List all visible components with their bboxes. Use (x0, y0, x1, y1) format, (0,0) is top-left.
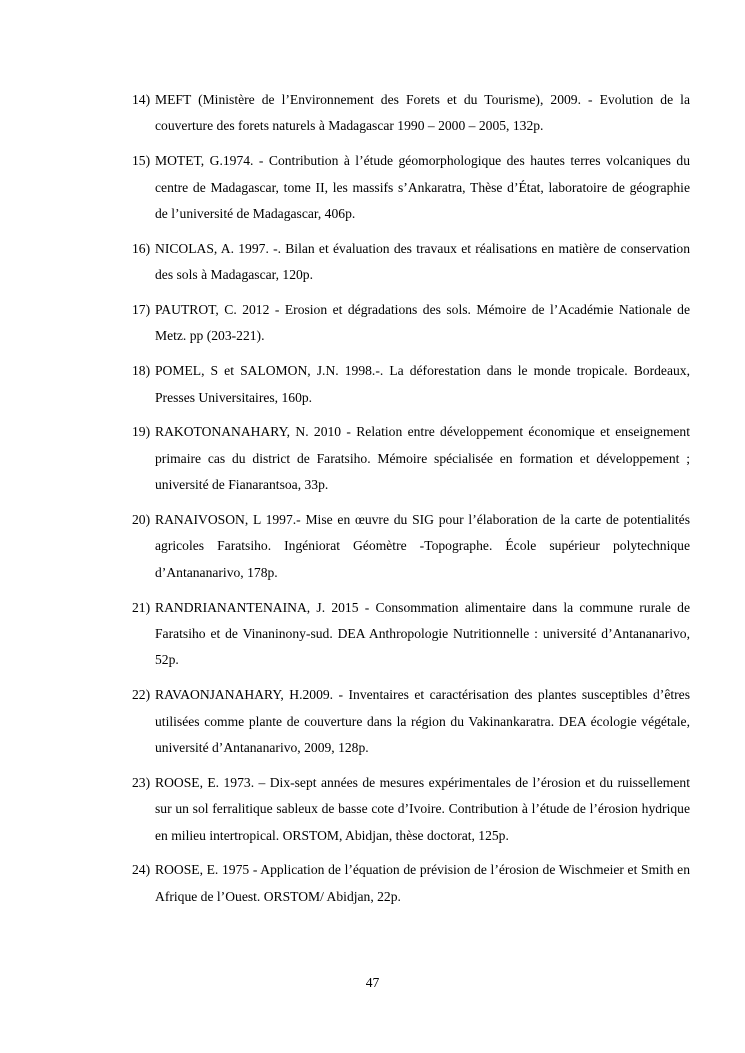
reference-item (132, 507, 690, 586)
reference-item (132, 419, 690, 498)
reference-text: MOTET, G.1974. - Contribution à l’étude géomorphologique des hautes terres volcaniques du centre de Madagascar, tome II, les massifs s’Ankaratra, Thèse d’État, laboratoire de géographie de l’université de Madagascar, 406p. (155, 153, 690, 222)
reference-item (132, 770, 690, 849)
reference-number: 18) (132, 363, 151, 379)
reference-number: 23) (132, 774, 151, 790)
reference-text: NICOLAS, A. 1997. -. Bilan et évaluation des travaux et réalisations en matière de conservation des sols à Madagascar, 120p. (155, 240, 690, 283)
reference-item (132, 236, 690, 289)
reference-number: 19) (132, 424, 151, 440)
reference-number: 24) (132, 862, 151, 878)
reference-number: 22) (132, 687, 151, 703)
reference-number: 16) (132, 240, 151, 256)
page-number: 47 (365, 975, 380, 990)
reference-number: 15) (132, 153, 151, 169)
reference-item (132, 595, 690, 674)
reference-text: RANAIVOSON, L 1997.- Mise en œuvre du SIG pour l’élaboration de la carte de potentialités agricoles Faratsiho. Ingéniorat Géomètre -Topographe. École supérieur polytechnique d’Antananarivo, 178p. (155, 512, 690, 580)
reference-text: PAUTROT, C. 2012 - Erosion et dégradations des sols. Mémoire de l’Académie Nationale de Metz. pp (203-221). (155, 302, 690, 344)
reference-text: MEFT (Ministère de l’Environnement des Forets et du Tourisme), 2009. - Evolution de la couverture des forets naturels à Madagascar 1990 – 2000 – 2005, 132p. (155, 92, 690, 134)
reference-text: RAVAONJANAHARY, H.2009. - Inventaires et caractérisation des plantes susceptibles d’êtres utilisées comme plante de couverture dans la région du Vakinankaratra. DEA écologie végétale, université d’Antananarivo, 2009, 128p. (155, 687, 690, 756)
reference-item (132, 87, 690, 140)
reference-list (132, 87, 690, 919)
reference-number: 17) (132, 302, 151, 318)
reference-number: 14) (132, 92, 151, 107)
reference-text: POMEL, S et SALOMON, J.N. 1998.-. La déforestation dans le monde tropicale. Bordeaux, Presses Universitaires, 160p. (155, 363, 690, 405)
reference-item (132, 148, 690, 227)
reference-text: RANDRIANANTENAINA, J. 2015 - Consommation alimentaire dans la commune rurale de Faratsiho et de Vinaninony-sud. DEA Anthropologie Nutritionnelle : université d’Antananarivo, 52p. (155, 599, 690, 668)
reference-item (132, 358, 690, 411)
reference-text: RAKOTONANAHARY, N. 2010 - Relation entre développement économique et enseignement primaire cas du district de Faratsiho. Mémoire spécialisée en formation et développement ; université de Fianarantsoa, 33p. (155, 424, 690, 493)
reference-text: ROOSE, E. 1975 - Application de l’équation de prévision de l’érosion de Wischmeier et Smith en Afrique de l’Ouest. ORSTOM/ Abidjan, 22p. (155, 862, 690, 904)
reference-number: 21) (132, 599, 151, 615)
reference-number: 20) (132, 512, 151, 528)
reference-item (132, 297, 690, 350)
reference-item (132, 682, 690, 761)
reference-item (132, 857, 690, 910)
reference-text: ROOSE, E. 1973. – Dix-sept années de mesures expérimentales de l’érosion et du ruissellement sur un sol ferralitique sableux de basse cote d’Ivoire. Contribution à l’étude de l’érosion hydrique en milieu intertropical. ORSTOM, Abidjan, thèse doctorat, 125p. (155, 774, 690, 843)
